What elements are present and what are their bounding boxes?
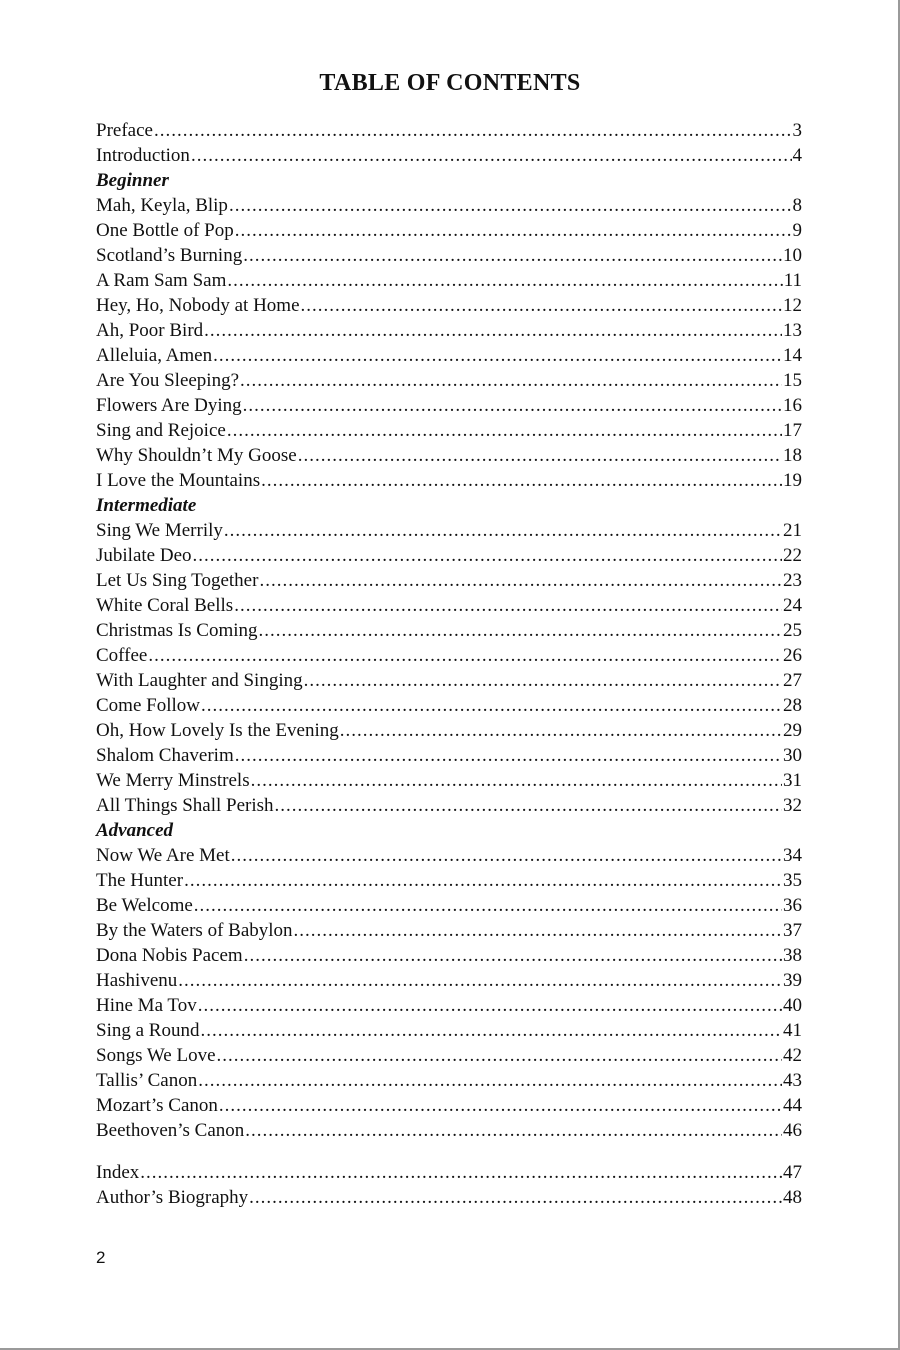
toc-entry-scotland-s-burning[interactable] — [96, 243, 802, 268]
toc-entry-page: 28 — [783, 695, 802, 716]
section-heading-beginner: Beginner — [96, 170, 169, 191]
dot-leader — [275, 793, 782, 818]
toc-entry-one-bottle-of-pop[interactable] — [96, 218, 802, 243]
toc-entry-page: 14 — [783, 345, 802, 366]
dot-leader — [259, 618, 782, 643]
dot-leader — [235, 218, 792, 243]
toc-entry-i-love-the-mountains[interactable] — [96, 468, 802, 493]
toc-entry-beethoven-s-canon[interactable] — [96, 1118, 802, 1143]
dot-leader — [184, 868, 782, 893]
toc-entry-sing-a-round[interactable] — [96, 1018, 802, 1043]
toc-entry-title: Beethoven’s Canon — [96, 1120, 245, 1141]
toc-entry-title: Alleluia, Amen — [96, 345, 213, 366]
toc-entry-page: 30 — [783, 745, 802, 766]
toc-entry-title: Let Us Sing Together — [96, 570, 259, 591]
toc-entry-page: 23 — [783, 570, 802, 591]
toc-entry-title: Flowers Are Dying — [96, 395, 242, 416]
dot-leader — [259, 568, 782, 593]
toc-entry-title: Introduction — [96, 145, 190, 166]
toc-entry-let-us-sing-together[interactable] — [96, 568, 802, 593]
dot-leader — [261, 468, 782, 493]
toc-entry-title: Songs We Love — [96, 1045, 216, 1066]
toc-entry-title: White Coral Bells — [96, 595, 234, 616]
toc-entry-page: 40 — [783, 995, 802, 1016]
toc-entry-page: 46 — [783, 1120, 802, 1141]
dot-leader — [219, 1093, 782, 1118]
toc-entry-page: 15 — [783, 370, 802, 391]
toc-entry-page: 37 — [783, 920, 802, 941]
toc-entry-title: We Merry Minstrels — [96, 770, 250, 791]
dot-leader — [301, 293, 782, 318]
toc-entry-title: Be Welcome — [96, 895, 193, 916]
toc-entry-page: 21 — [783, 520, 802, 541]
toc-entry-page: 16 — [783, 395, 802, 416]
toc-entry-sing-and-rejoice[interactable] — [96, 418, 802, 443]
toc-entry-title: With Laughter and Singing — [96, 670, 303, 691]
toc-entry-title: Author’s Biography — [96, 1187, 249, 1208]
toc-entry-why-shouldn-t-my-goose[interactable] — [96, 443, 802, 468]
toc-entry-page: 3 — [792, 120, 802, 141]
dot-leader — [298, 443, 782, 468]
dot-leader — [304, 668, 782, 693]
dot-leader — [227, 418, 782, 443]
dot-leader — [191, 143, 792, 168]
dot-leader — [224, 518, 782, 543]
dot-leader — [217, 1043, 782, 1068]
page-title: TABLE OF CONTENTS — [319, 70, 581, 96]
dot-leader — [231, 843, 782, 868]
toc-entry-flowers-are-dying[interactable] — [96, 393, 802, 418]
toc-entry-hey-ho-nobody-at-home[interactable] — [96, 293, 802, 318]
toc-entry-page: 10 — [783, 245, 802, 266]
toc-entry-title: Now We Are Met — [96, 845, 230, 866]
dot-leader — [213, 343, 782, 368]
toc-entry-shalom-chaverim[interactable] — [96, 743, 802, 768]
toc-entry-page: 43 — [783, 1070, 802, 1091]
toc-entry-page: 48 — [783, 1187, 802, 1208]
toc-entry-christmas-is-coming[interactable] — [96, 618, 802, 643]
dot-leader — [148, 643, 782, 668]
page-number: 2 — [96, 1248, 106, 1267]
toc-entry-page: 18 — [783, 445, 802, 466]
toc-entry-title: Sing We Merrily — [96, 520, 223, 541]
toc-entry-title: The Hunter — [96, 870, 184, 891]
dot-leader — [154, 118, 792, 143]
toc-entry-title: Index — [96, 1162, 140, 1183]
toc-entry-title: By the Waters of Babylon — [96, 920, 293, 941]
dot-leader — [235, 743, 782, 768]
dot-leader — [193, 543, 782, 568]
dot-leader — [178, 968, 782, 993]
toc-entry-title: Dona Nobis Pacem — [96, 945, 243, 966]
toc-entry-page: 42 — [783, 1045, 802, 1066]
toc-entry-coffee[interactable] — [96, 643, 802, 668]
toc-entry-title: Coffee — [96, 645, 148, 666]
toc-entry-title: Are You Sleeping? — [96, 370, 240, 391]
toc-entry-songs-we-love[interactable] — [96, 1043, 802, 1068]
dot-leader — [244, 943, 782, 968]
toc-entry-title: Jubilate Deo — [96, 545, 192, 566]
toc-entry-title: Sing a Round — [96, 1020, 200, 1041]
dot-leader — [251, 768, 782, 793]
toc-entry-title: One Bottle of Pop — [96, 220, 234, 241]
toc-entry-title: Preface — [96, 120, 153, 141]
toc-entry-page: 9 — [792, 220, 802, 241]
dot-leader — [249, 1185, 782, 1210]
toc-entry-title: Oh, How Lovely Is the Evening — [96, 720, 339, 741]
toc-entry-ah-poor-bird[interactable] — [96, 318, 802, 343]
section-heading-intermediate: Intermediate — [96, 495, 197, 516]
toc-entry-page: 24 — [783, 595, 802, 616]
toc-entry-title: Shalom Chaverim — [96, 745, 234, 766]
toc-entry-introduction[interactable] — [96, 143, 802, 168]
toc-entry-title: Hashivenu — [96, 970, 178, 991]
toc-entry-page: 35 — [783, 870, 802, 891]
dot-leader — [294, 918, 782, 943]
dot-leader — [204, 318, 782, 343]
toc-entry-page: 12 — [783, 295, 802, 316]
toc-entry-with-laughter-and-singing[interactable] — [96, 668, 802, 693]
toc-entry-by-the-waters-of-babylon[interactable] — [96, 918, 802, 943]
toc-entry-title: Ah, Poor Bird — [96, 320, 204, 341]
toc-entry-page: 34 — [783, 845, 802, 866]
toc-entry-title: Christmas Is Coming — [96, 620, 258, 641]
toc-entry-title: A Ram Sam Sam — [96, 270, 227, 291]
dot-leader — [198, 993, 782, 1018]
toc-entry-page: 13 — [783, 320, 802, 341]
toc-entry-index[interactable] — [96, 1160, 802, 1185]
toc-entry-now-we-are-met[interactable] — [96, 843, 802, 868]
toc-entry-all-things-shall-perish[interactable] — [96, 793, 802, 818]
toc-entry-page: 47 — [783, 1162, 802, 1183]
toc-entry-title: Hine Ma Tov — [96, 995, 197, 1016]
dot-leader — [200, 1018, 782, 1043]
table-of-contents — [96, 118, 802, 1210]
toc-entry-title: Mozart’s Canon — [96, 1095, 218, 1116]
toc-entry-title: Tallis’ Canon — [96, 1070, 198, 1091]
toc-entry-the-hunter[interactable] — [96, 868, 802, 893]
toc-entry-title: Scotland’s Burning — [96, 245, 243, 266]
dot-leader — [140, 1160, 782, 1185]
toc-entry-title: Come Follow — [96, 695, 200, 716]
toc-entry-white-coral-bells[interactable] — [96, 593, 802, 618]
toc-entry-page: 17 — [783, 420, 802, 441]
toc-entry-hine-ma-tov[interactable] — [96, 993, 802, 1018]
toc-entry-come-follow[interactable] — [96, 693, 802, 718]
toc-entry-alleluia-amen[interactable] — [96, 343, 802, 368]
toc-entry-page: 29 — [783, 720, 802, 741]
dot-leader — [340, 718, 782, 743]
toc-entry-page: 44 — [783, 1095, 802, 1116]
toc-entry-hashivenu[interactable] — [96, 968, 802, 993]
toc-entry-title: I Love the Mountains — [96, 470, 261, 491]
toc-entry-oh-how-lovely-is-the-evening[interactable] — [96, 718, 802, 743]
toc-entry-title: Mah, Keyla, Blip — [96, 195, 228, 216]
toc-entry-title: Hey, Ho, Nobody at Home — [96, 295, 300, 316]
toc-entry-page: 26 — [783, 645, 802, 666]
dot-leader — [201, 693, 782, 718]
dot-leader — [194, 893, 782, 918]
toc-entry-page: 39 — [783, 970, 802, 991]
dot-leader — [243, 393, 782, 418]
toc-entry-page: 25 — [783, 620, 802, 641]
toc-entry-page: 8 — [792, 195, 802, 216]
toc-entry-we-merry-minstrels[interactable] — [96, 768, 802, 793]
toc-entry-a-ram-sam-sam[interactable] — [96, 268, 802, 293]
toc-entry-page: 31 — [783, 770, 802, 791]
toc-entry-tallis-canon[interactable] — [96, 1068, 802, 1093]
toc-entry-mah-keyla-blip[interactable] — [96, 193, 802, 218]
toc-entry-page: 27 — [783, 670, 802, 691]
toc-entry-title: Why Shouldn’t My Goose — [96, 445, 297, 466]
toc-entry-page: 19 — [783, 470, 802, 491]
toc-entry-author-s-biography[interactable] — [96, 1185, 802, 1210]
toc-entry-page: 36 — [783, 895, 802, 916]
toc-entry-page: 22 — [783, 545, 802, 566]
dot-leader — [229, 193, 792, 218]
toc-entry-jubilate-deo[interactable] — [96, 543, 802, 568]
dot-leader — [234, 593, 782, 618]
toc-entry-dona-nobis-pacem[interactable] — [96, 943, 802, 968]
dot-leader — [227, 268, 782, 293]
toc-entry-page: 4 — [792, 145, 802, 166]
toc-entry-page: 32 — [783, 795, 802, 816]
dot-leader — [240, 368, 782, 393]
dot-leader — [243, 243, 782, 268]
toc-entry-page: 38 — [783, 945, 802, 966]
dot-leader — [198, 1068, 782, 1093]
toc-entry-are-you-sleeping[interactable] — [96, 368, 802, 393]
toc-entry-page: 11 — [783, 270, 802, 291]
dot-leader — [245, 1118, 782, 1143]
section-spacer — [96, 1143, 802, 1160]
toc-entry-sing-we-merrily[interactable] — [96, 518, 802, 543]
section-heading-advanced: Advanced — [96, 820, 174, 841]
toc-entry-be-welcome[interactable] — [96, 893, 802, 918]
toc-entry-title: All Things Shall Perish — [96, 795, 274, 816]
toc-entry-page: 41 — [783, 1020, 802, 1041]
toc-entry-preface[interactable] — [96, 118, 802, 143]
toc-entry-mozart-s-canon[interactable] — [96, 1093, 802, 1118]
toc-entry-title: Sing and Rejoice — [96, 420, 226, 441]
